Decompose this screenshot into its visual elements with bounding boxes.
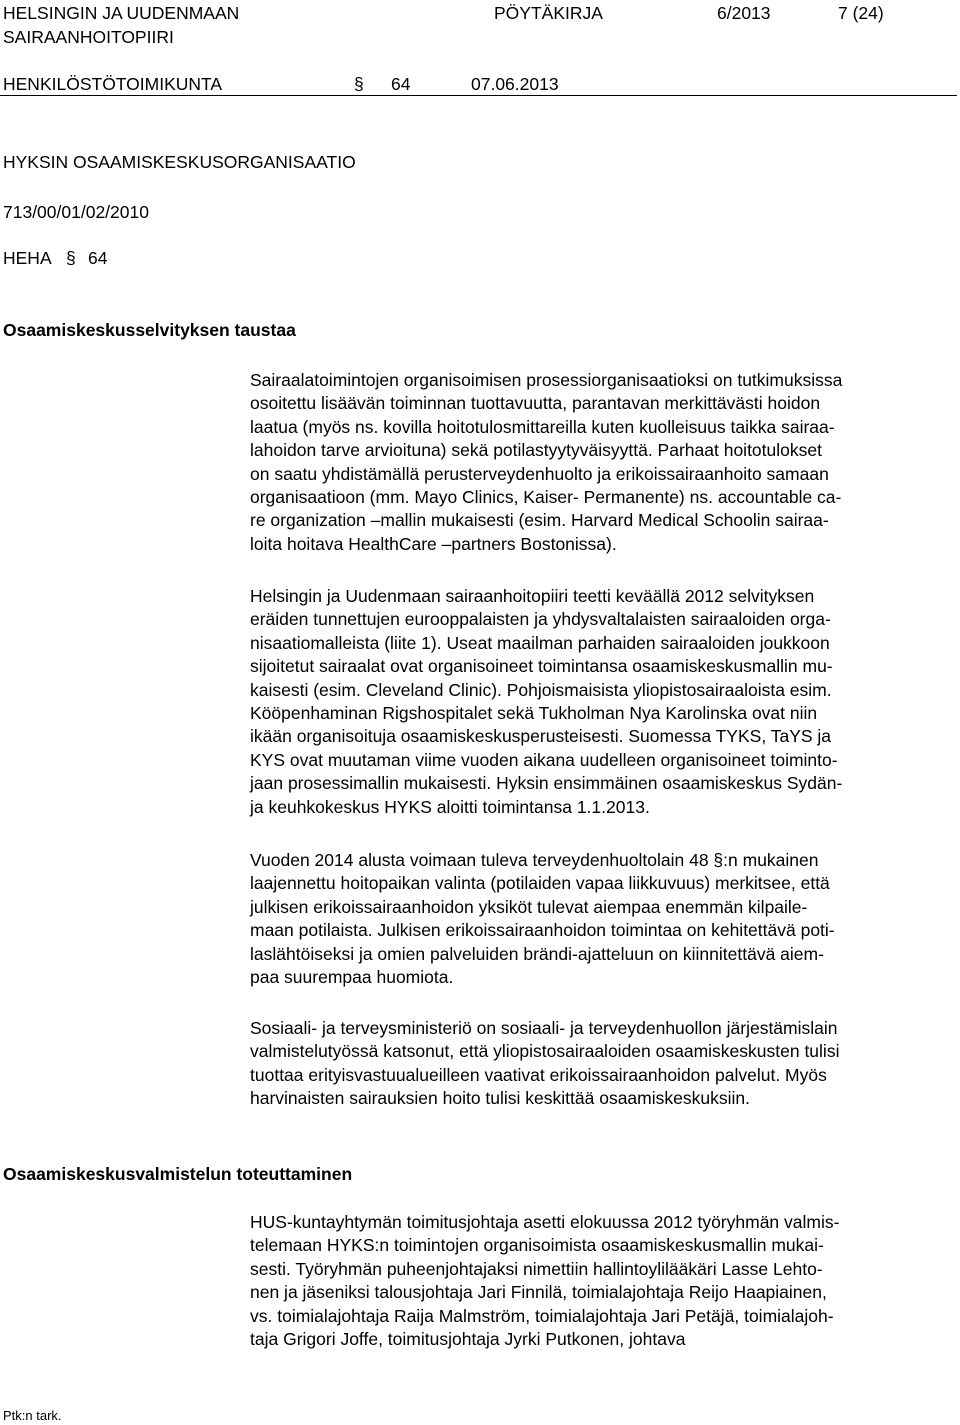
- paragraph-1: [250, 369, 956, 556]
- paragraph-line: loita hoitava HealthCare –partners Bostonissa).: [250, 533, 617, 554]
- doc-number: 6/2013: [717, 3, 771, 23]
- heha-number: 64: [88, 248, 108, 268]
- header-divider: [0, 95, 957, 96]
- paragraph-line: telemaan HYKS:n toimintojen organisoimista osaamiskeskusmallin mukai-: [250, 1235, 824, 1256]
- paragraph-line: HUS-kuntayhtymän toimitusjohtaja asetti elokuussa 2012 työryhmän valmis-: [250, 1212, 840, 1232]
- paragraph-3: [250, 849, 956, 989]
- paragraph-2: [250, 585, 956, 819]
- minutes-checker-label: Ptk:n tark.: [3, 1408, 62, 1423]
- meeting-date: 07.06.2013: [471, 74, 559, 94]
- paragraph-line: jaan prosessimallin mukaisesti. Hyksin ensimmäinen osaamiskeskus Sydän-: [250, 773, 843, 794]
- paragraph-line: Helsingin ja Uudenmaan sairaanhoitopiiri teetti keväällä 2012 selvityksen: [250, 586, 815, 606]
- paragraph-line: ja keuhkokeskus HYKS aloitti toimintansa 1.1.2013.: [250, 796, 650, 817]
- paragraph-line: laatua (myös ns. kovilla hoitotulosmittareilla kuten kuolleisuus taikka sairaa-: [250, 416, 835, 437]
- paragraph-line: paa suurempaa huomiota.: [250, 967, 454, 988]
- page-number: 7 (24): [838, 3, 884, 23]
- paragraph-line: re organization –mallin mukaisesti (esim. Harvard Medical Schoolin sairaa-: [250, 510, 829, 531]
- paragraph-line: kaisesti (esim. Cleveland Clinic). Pohjoismaisista yliopistosairaaloista esim.: [250, 679, 832, 700]
- paragraph-line: Sosiaali- ja terveysministeriö on sosiaali- ja terveydenhuollon järjestämislain: [250, 1018, 838, 1038]
- paragraph-line: vs. toimialajohtaja Raija Malmström, toimialajohtaja Jari Petäjä, toimialajoh-: [250, 1305, 834, 1326]
- paragraph-line: laslähtöiseksi ja omien palveluiden brändi-ajatteluun on kiinnitettävä aiem-: [250, 943, 824, 964]
- doc-type: PÖYTÄKIRJA: [494, 3, 603, 23]
- paragraph-line: Sairaalatoimintojen organisoimisen prosessiorganisaatioksi on tutkimuksissa: [250, 370, 843, 390]
- paragraph-line: sesti. Työryhmän puheenjohtajaksi nimettiin hallintoylilääkäri Lasse Lehto-: [250, 1258, 823, 1279]
- heha-label: HEHA: [3, 248, 52, 268]
- paragraph-line: lahoidon tarve arvioituna) sekä potilastyytyväisyyttä. Parhaat hoitotulokset: [250, 440, 822, 461]
- section-number: 64: [391, 74, 411, 94]
- heha-section-symbol: §: [66, 248, 76, 268]
- paragraph-line: on saatu yhdistämällä perusterveydenhuolto ja erikoissairaanhoito samaan: [250, 463, 829, 484]
- paragraph-5: [250, 1211, 956, 1351]
- org-name-line1: HELSINGIN JA UUDENMAAN: [3, 3, 240, 23]
- paragraph-line: eräiden tunnettujen eurooppalaisten ja yhdysvaltalaisten sairaaloiden orga-: [250, 609, 831, 630]
- paragraph-line: nen ja jäseniksi talousjohtaja Jari Finnilä, toimialajohtaja Reijo Haapiainen,: [250, 1282, 827, 1303]
- paragraph-line: valmistelutyössä katsonut, että yliopistosairaaloiden osaamiskeskusten tulisi: [250, 1041, 840, 1062]
- paragraph-line: ikään organisoituja osaamiskeskusperusteisesti. Suomessa TYKS, TaYS ja: [250, 726, 832, 747]
- paragraph-line: Kööpenhaminan Rigshospitalet sekä Tukholman Nya Karolinska ovat niin: [250, 703, 818, 724]
- section-symbol: §: [354, 74, 364, 94]
- paragraph-line: tuottaa erityisvastuualueilleen vaativat erikoissairaanhoidon palvelut. Myös: [250, 1064, 827, 1085]
- paragraph-line: Vuoden 2014 alusta voimaan tuleva terveydenhuoltolain 48 §:n mukainen: [250, 850, 819, 870]
- paragraph-line: nisaatiomalleista (liite 1). Useat maailman parhaiden sairaaloiden joukkoon: [250, 632, 830, 653]
- paragraph-line: taja Grigori Joffe, toimitusjohtaja Jyrki Putkonen, johtava: [250, 1329, 686, 1350]
- file-number: 713/00/01/02/2010: [3, 202, 149, 222]
- paragraph-line: osoitettu lisäävän toiminnan tuottavuutta, parantavan merkittävästi hoidon: [250, 393, 821, 414]
- committee-name: HENKILÖSTÖTOIMIKUNTA: [3, 74, 223, 94]
- paragraph-line: organisaatioon (mm. Mayo Clinics, Kaiser- Permanente) ns. accountable ca-: [250, 487, 842, 508]
- section-title-preparation: Osaamiskeskusvalmistelun toteuttaminen: [3, 1164, 353, 1184]
- paragraph-4: [250, 1017, 956, 1111]
- paragraph-line: laajennettu hoitopaikan valinta (potilaiden vapaa liikkuvuus) merkitsee, että: [250, 873, 830, 894]
- paragraph-line: sijoitetut sairaalat ovat organisoineet toimintansa osaamiskeskusmallin mu-: [250, 656, 833, 677]
- paragraph-line: KYS ovat muutaman viime vuoden aikana uudelleen organisoineet toiminto-: [250, 749, 838, 770]
- paragraph-line: harvinaisten sairauksien hoito tulisi keskittää osaamiskeskuksiin.: [250, 1088, 750, 1109]
- org-name-line2: SAIRAANHOITOPIIRI: [3, 27, 174, 47]
- paragraph-line: julkisen erikoissairaanhoidon yksiköt tulevat aiempaa enemmän kilpaile-: [250, 896, 808, 917]
- subject-title: HYKSIN OSAAMISKESKUSORGANISAATIO: [3, 152, 356, 172]
- paragraph-line: maan potilaista. Julkisen erikoissairaanhoidon toimintaa on kehitettävä poti-: [250, 920, 835, 941]
- section-title-background: Osaamiskeskusselvityksen taustaa: [3, 320, 296, 340]
